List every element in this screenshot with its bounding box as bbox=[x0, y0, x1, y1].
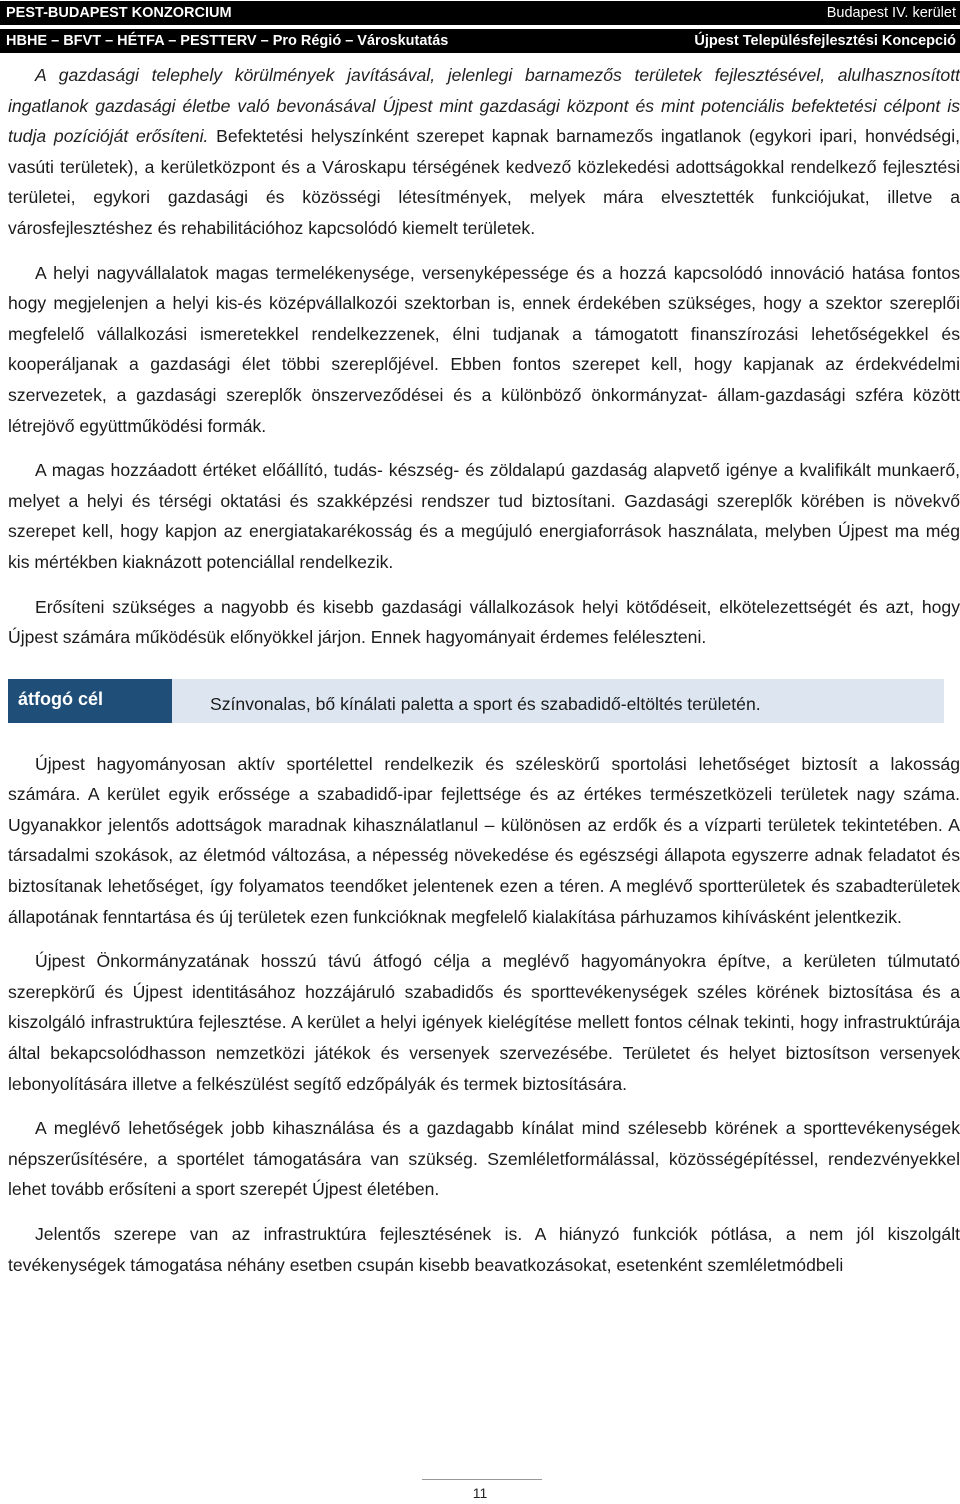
page-header bbox=[0, 0, 960, 54]
goal-label: átfogó cél bbox=[8, 679, 172, 723]
goal-text: Színvonalas, bő kínálati paletta a sport és szabadidő-eltöltés területén. bbox=[172, 679, 944, 723]
paragraph: A magas hozzáadott értéket előállító, tudás- készség- és zöldalapú gazdaság alapvető igénye a kvalifikált munkaerő, melyet a helyi és térségi oktatási és szakképzési rendszer tud biztosítani. Gazdasági szereplők körében is növekvő szerepet kell, hogy kapjon az energiatakarékosság és a megújuló energiaforrások használata, melyben Újpest ma még kis mértékben kiaknázott potenciállal rendelkezik. bbox=[8, 460, 960, 572]
document-body bbox=[8, 60, 960, 1294]
paragraph: Erősíteni szükséges a nagyobb és kisebb gazdasági vállalkozások helyi kötődéseit, elkötelezettségét és azt, hogy Újpest számára működésük előnyökkel járjon. Ennek hagyományait érdemes feléleszteni. bbox=[8, 596, 960, 648]
paragraph: A meglévő lehetőségek jobb kihasználása és a gazdagabb kínálat mind szélesebb körének a sporttevékenységek népszerűsítésére, a sportélet támogatására van szükség. Szemléletformálással, közösségépítéssel, rendezvényekkel lehet tovább erősíteni a sport szerepét Újpest életében. bbox=[8, 1118, 960, 1200]
footer-divider bbox=[422, 1479, 542, 1480]
page-number: 11 bbox=[472, 1485, 488, 1501]
paragraph: Jelentős szerepe van az infrastruktúra fejlesztésének is. A hiányzó funkciók pótlása, a nem jól kiszolgált tevékenységek támogatása néhány esetben csupán kisebb beavatkozásokat, esetenként szemléletmódbeli bbox=[8, 1224, 960, 1275]
header-row-2 bbox=[0, 29, 960, 53]
header-district: Budapest IV. kerület bbox=[826, 5, 956, 21]
paragraph: Újpest Önkormányzatának hosszú távú átfogó célja a meglévő hagyományokra építve, a kerületen túlmutató szerepkörű és Újpest identitásához hozzájáruló szabadidős és sporttevékenységek széles körének biztosítása és a kiszolgáló infrastruktúra fejlesztése. A kerület a helyi igények kielégítése mellett fontos célnak tekinti, hogy infrastruktúrája által bekapcsolódhasson nemzetközi játékok és versenyek szervezésébe. Területet és helyet biztosítson versenyek lebonyolítására illetve a felkészülést segítő edzőpályák és termek biztosítására. bbox=[8, 951, 960, 1094]
header-consortium-name: PEST-BUDAPEST KONZORCIUM bbox=[6, 5, 232, 21]
paragraph-text: Befektetési helyszínként szerepet kapnak barnamezős ingatlanok (egykori ipari, honvédségi, vasúti területek), a kerületközpont és a Városkapu térségének kedvező közlekedési adottságokkal rendelkező fejlesztési területei, egykori gazdasági és közösségi létesítmények, melyek mára elvesztették funkciójukat, illetve a városfejlesztéshez és rehabilitációhoz kapcsolódó kiemelt területek. bbox=[8, 126, 960, 238]
paragraph: A helyi nagyvállalatok magas termelékenysége, versenyképessége és a hozzá kapcsolódó innováció hatása fontos hogy megjelenjen a helyi kis-és középvállalkozói szektorban is, ennek érdekében szükséges, hogy a szektor szereplői megfelelő vállalkozási ismeretekkel rendelkezzenek, élni tudjanak a támogatott finanszírozási lehetőségekkel és kooperáljanak a gazdasági élet többi szereplőjével. Ebben fontos szerepet kell, hogy kapjanak az érdekvédelmi szervezetek, a gazdasági szereplők önszerveződései és a különböző önkormányzat- állam-gazdasági szféra között létrejövő együttműködési formák. bbox=[8, 262, 960, 436]
paragraph: Újpest hagyományosan aktív sportélettel rendelkezik és széleskörű sportolási lehetőséget biztosít a lakosság számára. A kerület egyik erőssége a szabadidő-ipar fejlettsége és az értékes természetközeli területek nagy száma. Ugyanakkor jelentős adottságok maradnak kihasználatlanul – különösen az erdők és a vízparti területek tekintetében. A társadalmi szokások, az életmód változása, a népesség növekedése és egészségi állapota egyszerre adnak feladatot és biztosítanak lehetőséget, így folyamatos teendőket jelentenek ezen a téren. A meglévő sportterületek és szabadterületek állapotának fenntartása és új területek ezen funkcióknak megfelelő kialakítása párhuzamos kihívásként jelentkezik. bbox=[8, 753, 960, 927]
goal-box bbox=[8, 679, 944, 723]
header-partners: HBHE – BFVT – HÉTFA – PESTTERV – Pro Régió – Városkutatás bbox=[6, 33, 449, 49]
header-row-1 bbox=[0, 1, 960, 25]
header-document-title: Újpest Településfejlesztési Koncepció bbox=[694, 33, 956, 49]
paragraph bbox=[8, 60, 960, 244]
paragraph-lead: A gazdasági telephely körülmények javításával, jelenlegi barnamezős területek fejlesztésével, alulhasznosított ingatlanok gazdasági életbe való bevonásával Újpest mint gazdasági központ és mint potenciális befektetési célpont is tudja pozícióját erősíteni. bbox=[8, 65, 960, 147]
